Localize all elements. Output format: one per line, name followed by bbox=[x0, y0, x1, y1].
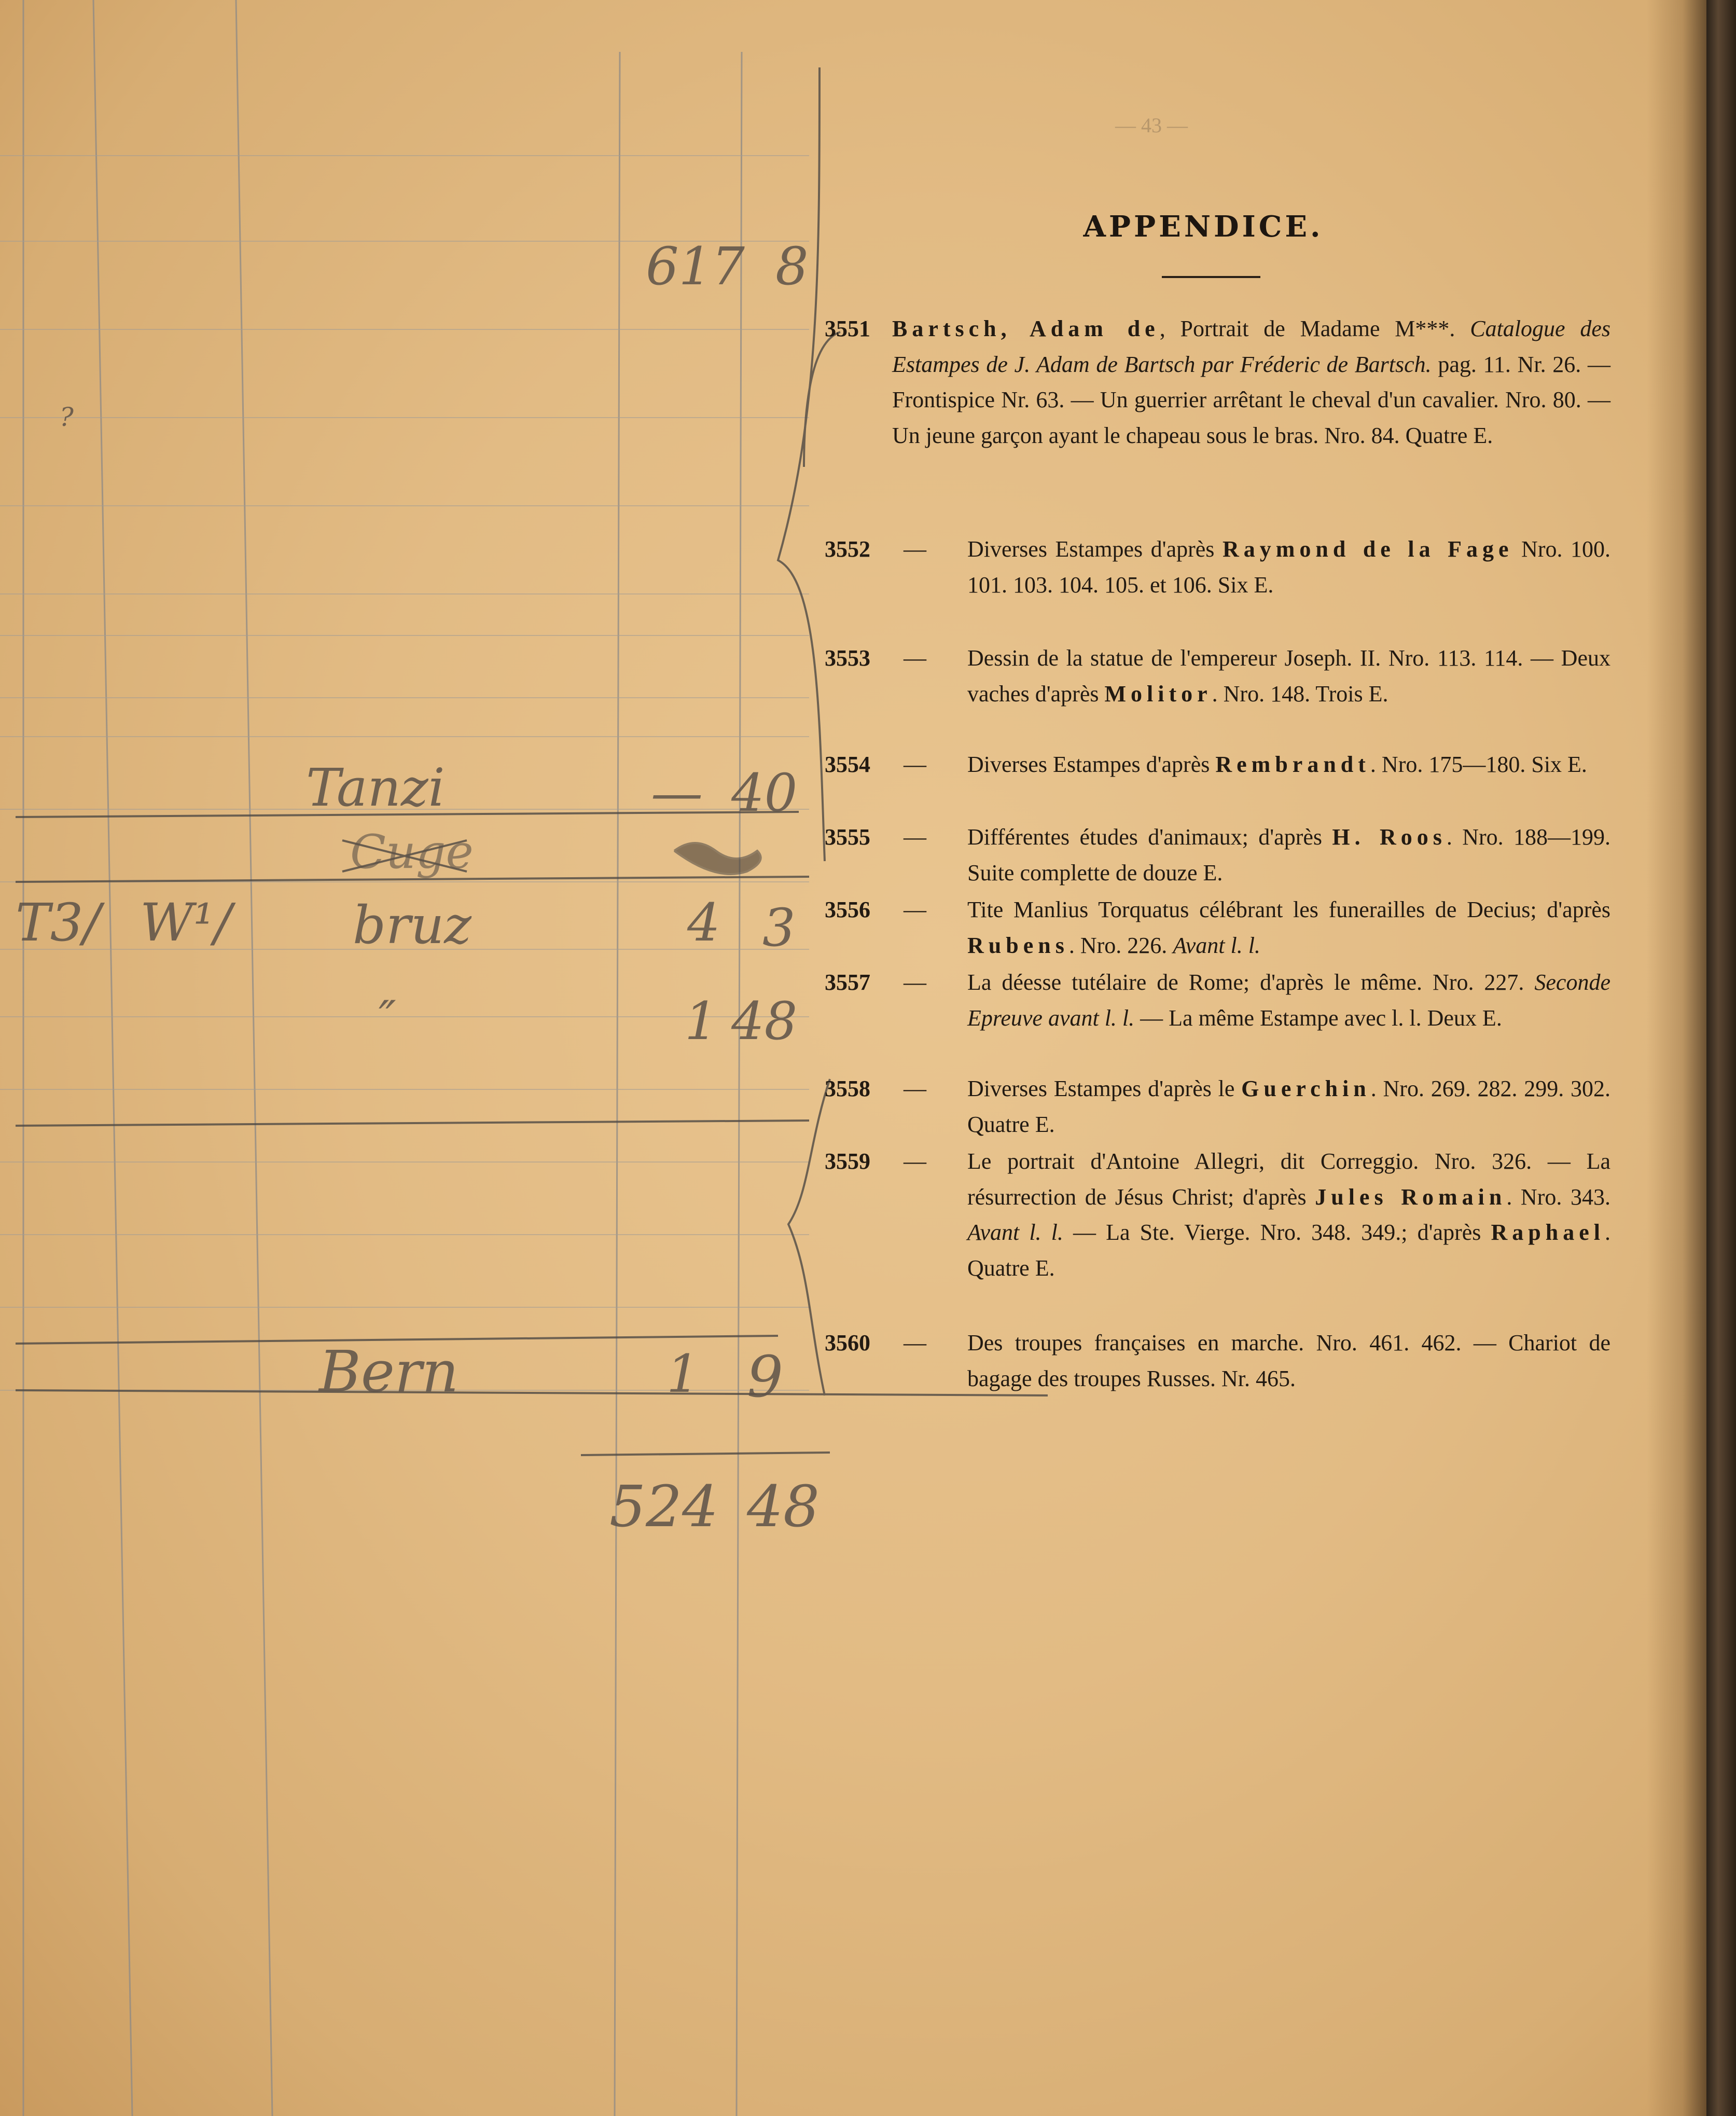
entry-dash: — bbox=[904, 536, 926, 562]
handwritten-ditto: ″ bbox=[379, 991, 396, 1045]
page-number: — 43 — bbox=[1115, 114, 1188, 137]
artist-name: H. Roos bbox=[1332, 824, 1447, 850]
entry-text-segment: Des troupes françaises en marche. Nro. 461. 462. — Chariot de bagage des troupes Russes. Nr. 465. bbox=[967, 1330, 1610, 1391]
entry-number: 3558 bbox=[825, 1076, 870, 1101]
entry-text bbox=[967, 1071, 1610, 1142]
entry-text bbox=[967, 1144, 1610, 1286]
artist-name: Raphael bbox=[1491, 1220, 1605, 1245]
entry-dash: — bbox=[904, 824, 926, 850]
entry-text bbox=[967, 892, 1610, 963]
handwritten-cents-3: 3 bbox=[762, 897, 796, 958]
handwritten-amount-4: 1 bbox=[685, 991, 718, 1052]
italic-text: Catalogue des Estampes de J. Adam de Bartsch par Fréderic de Bartsch. bbox=[892, 316, 1610, 377]
artist-name: Rubens bbox=[967, 932, 1069, 958]
entry-number: 3560 bbox=[825, 1330, 870, 1356]
entry-text-segment: . Nro. 175—180. Six E. bbox=[1370, 752, 1587, 777]
entry-text bbox=[967, 965, 1610, 1036]
entry-text bbox=[967, 532, 1610, 603]
entry-text-segment: Diverses Estampes d'après bbox=[967, 536, 1223, 562]
handwritten-margin-mark: T3/ bbox=[16, 892, 101, 953]
entry-dash: — bbox=[904, 752, 926, 777]
entry-text-segment: Différentes études d'animaux; d'après bbox=[967, 824, 1332, 850]
entry-dash: — bbox=[904, 897, 926, 922]
handwritten-stray-mark: ? bbox=[60, 402, 74, 432]
brace-group-2 bbox=[788, 1079, 830, 1395]
entry-text-segment: . Nro. 188—199. Suite complette de douze E. bbox=[967, 824, 1610, 886]
entry-text bbox=[892, 311, 1610, 453]
entry-dash: — bbox=[904, 1149, 926, 1174]
handwritten-margin-mark-2: W¹/ bbox=[140, 892, 232, 953]
tally-line bbox=[16, 1121, 809, 1126]
entry-text-segment: Diverses Estampes d'après le bbox=[967, 1076, 1242, 1101]
brace-group-1 bbox=[778, 67, 825, 861]
entry-text-segment: pag. 11. Nr. 26. — Frontispice Nr. 63. — Un guerrier arrêtant le cheval d'un cavalier. Nro. 80. — Un jeune garçon ayant le chapeau sous le bras. Nro. 84. Quatre E. bbox=[892, 351, 1610, 448]
column-rule bbox=[93, 0, 132, 2116]
handwritten-top-amount: 617 bbox=[646, 236, 745, 297]
entry-text-segment: . Nro. 269. 282. 299. 302. Quatre E. bbox=[967, 1076, 1610, 1137]
handwritten-cents-4: 48 bbox=[731, 991, 798, 1052]
entry-text-segment: , Portrait de Madame M***. bbox=[1159, 316, 1470, 341]
entry-number: 3553 bbox=[825, 645, 870, 671]
entry-number: 3557 bbox=[825, 970, 870, 995]
handwritten-buyer-3: bruz bbox=[353, 895, 471, 956]
page-edge-shadow bbox=[1647, 0, 1706, 2116]
artist-name: Jules Romain bbox=[1315, 1184, 1507, 1210]
entry-text-segment: Tite Manlius Torquatus célébrant les funerailles de Decius; d'après bbox=[967, 897, 1610, 922]
handwritten-buyer-1: Tanzi bbox=[306, 757, 445, 818]
entry-text-segment: Le portrait d'Antoine Allegri, dit Correggio. Nro. 326. — La résurrection de Jésus Christ; d'après bbox=[967, 1149, 1610, 1210]
entry-dash: — bbox=[904, 1330, 926, 1356]
handwritten-amount-5: 1 bbox=[666, 1344, 700, 1404]
appendix-title: APPENDICE. bbox=[1083, 210, 1324, 244]
entry-text-segment: Nro. 100. 101. 103. 104. 105. et 106. Six E. bbox=[967, 536, 1610, 598]
ink-blot bbox=[674, 843, 761, 874]
artist-name: Guerchin bbox=[1241, 1076, 1371, 1101]
entry-number: 3556 bbox=[825, 897, 870, 922]
entry-text-segment: . Nro. 148. Trois E. bbox=[1212, 681, 1388, 707]
entry-number: 3554 bbox=[825, 752, 870, 777]
entry-number: 3559 bbox=[825, 1149, 870, 1174]
entry-text-segment: . Nro. 343. bbox=[1506, 1184, 1610, 1210]
handwritten-amount-1: — bbox=[651, 763, 703, 823]
italic-text: Avant l. l. bbox=[967, 1220, 1063, 1245]
entry-dash: — bbox=[904, 1076, 926, 1101]
artist-name: Rembrandt bbox=[1215, 752, 1370, 777]
entry-text bbox=[967, 820, 1610, 891]
tally-line bbox=[16, 1390, 1048, 1395]
entry-text-segment: Diverses Estampes d'après bbox=[967, 752, 1216, 777]
handwritten-cents-1: 40 bbox=[731, 763, 798, 823]
entry-dash: — bbox=[904, 970, 926, 995]
handwritten-cents-5: 9 bbox=[747, 1344, 783, 1410]
entry-text-segment: La déesse tutélaire de Rome; d'après le même. Nro. 227. bbox=[967, 970, 1535, 995]
entry-text-segment: Dessin de la statue de l'empereur Joseph. II. Nro. 113. 114. — Deux vaches d'après bbox=[967, 645, 1610, 707]
handwritten-buyer-2-struck: Cuge bbox=[350, 825, 474, 879]
title-rule bbox=[1162, 276, 1260, 278]
entry-number: 3555 bbox=[825, 824, 870, 850]
handwritten-top-cents: 8 bbox=[775, 236, 809, 297]
artist-name: Bartsch, Adam de bbox=[892, 316, 1160, 341]
column-rule bbox=[737, 52, 742, 2116]
book-spine bbox=[1706, 0, 1736, 2116]
entry-text-segment: . Quatre E. bbox=[967, 1220, 1611, 1281]
entry-text bbox=[967, 747, 1610, 783]
entry-text bbox=[967, 1325, 1610, 1396]
artist-name: Molitor bbox=[1104, 681, 1212, 707]
total-rule bbox=[581, 1453, 830, 1455]
entry-text-segment: — La même Estampe avec l. l. Deux E. bbox=[1134, 1005, 1502, 1031]
column-rule bbox=[236, 0, 272, 2116]
handwritten-total-cents: 48 bbox=[747, 1473, 820, 1540]
italic-text: Avant l. l. bbox=[1173, 932, 1260, 958]
entry-number: 3551 bbox=[825, 316, 870, 341]
entry-text-segment: — La Ste. Vierge. Nro. 348. 349.; d'après bbox=[1063, 1220, 1491, 1245]
italic-text: Seconde Epreuve avant l. l. bbox=[967, 970, 1610, 1031]
handwritten-total-amount: 524 bbox=[609, 1473, 718, 1540]
entry-text-segment: . Nro. 226. bbox=[1068, 932, 1173, 958]
entry-number: 3552 bbox=[825, 536, 870, 562]
column-rule bbox=[615, 52, 620, 2116]
entry-text bbox=[967, 641, 1610, 712]
handwritten-buyer-5: Bern bbox=[319, 1338, 459, 1405]
entry-dash: — bbox=[904, 645, 926, 671]
artist-name: Raymond de la Fage bbox=[1222, 536, 1513, 562]
handwritten-amount-3: 4 bbox=[687, 892, 720, 953]
pencil-lines bbox=[16, 67, 1048, 1455]
